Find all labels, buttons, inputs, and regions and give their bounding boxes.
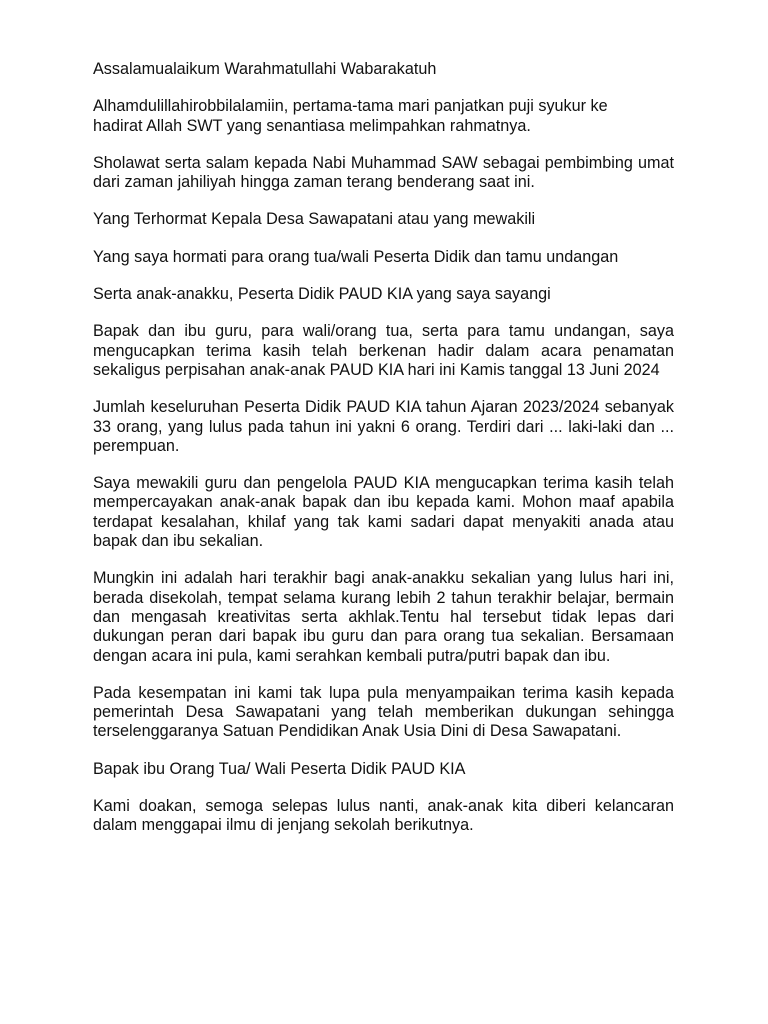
greeting-paragraph: Assalamualaikum Warahmatullahi Wabarakatuh [93,60,437,78]
document-body [93,60,674,854]
last-day-paragraph: Mungkin ini adalah hari terakhir bagi anak-anakku sekalian yang lulus hari ini, berada disekolah, tempat selama kurang lebih 2 tahun terakhir belajar, bermain dan mengasah kreativitas serta akhlak.Tentu hal tersebut tidak lepas dari dukungan peran dari bapak ibu guru dan para orang tua sekalian. Bersamaan dengan acara ini pula, kami serahkan kembali putra/putri bapak dan ibu. [93,569,674,665]
thanks-attendance-paragraph: Bapak dan ibu guru, para wali/orang tua, serta para tamu undangan, saya mengucapkan terima kasih telah berkenan hadir dalam acara penamatan sekaligus perpisahan anak-anak PAUD KIA hari ini Kamis tanggal 13 Juni 2024 [93,322,674,379]
students-address: Serta anak-anakku, Peserta Didik PAUD KIA yang saya sayangi [93,285,551,304]
student-count-paragraph: Jumlah keseluruhan Peserta Didik PAUD KIA tahun Ajaran 2023/2024 sebanyak 33 orang, yang lulus pada tahun ini yakni 6 orang. Terdiri dari ... laki-laki dan ... perempuan. [93,398,674,455]
apology-paragraph: Saya mewakili guru dan pengelola PAUD KIA mengucapkan terima kasih telah mempercayakan anak-anak bapak dan ibu kepada kami. Mohon maaf apabila terdapat kesalahan, khilaf yang tak kami sadari dapat menyakiti anada atau bapak dan ibu sekalian. [93,474,674,551]
village-head-address: Yang Terhormat Kepala Desa Sawapatani atau yang mewakili [93,210,536,229]
parents-guests-address: Yang saya hormati para orang tua/wali Peserta Didik dan tamu undangan [93,247,619,266]
parents-address: Bapak ibu Orang Tua/ Wali Peserta Didik PAUD KIA [93,759,466,778]
gratitude-paragraph: Alhamdulillahirobbilalamiin, pertama-tama mari panjatkan puji syukur ke hadirat Allah SWT yang senantiasa melimpahkan rahmatnya. [93,97,608,135]
prayer-paragraph: Kami doakan, semoga selepas lulus nanti, anak-anak kita diberi kelancaran dalam menggapai ilmu di jenjang sekolah berikutnya. [93,797,674,835]
government-thanks-paragraph: Pada kesempatan ini kami tak lupa pula menyampaikan terima kasih kepada pemerintah Desa Sawapatani yang telah memberikan dukungan sehingga terselenggaranya Satuan Pendidikan Anak Usia Dini di Desa Sawapatani. [93,683,674,741]
sholawat-paragraph: Sholawat serta salam kepada Nabi Muhammad SAW sebagai pembimbing umat dari zaman jahiliyah hingga zaman terang benderang saat ini. [93,153,674,192]
